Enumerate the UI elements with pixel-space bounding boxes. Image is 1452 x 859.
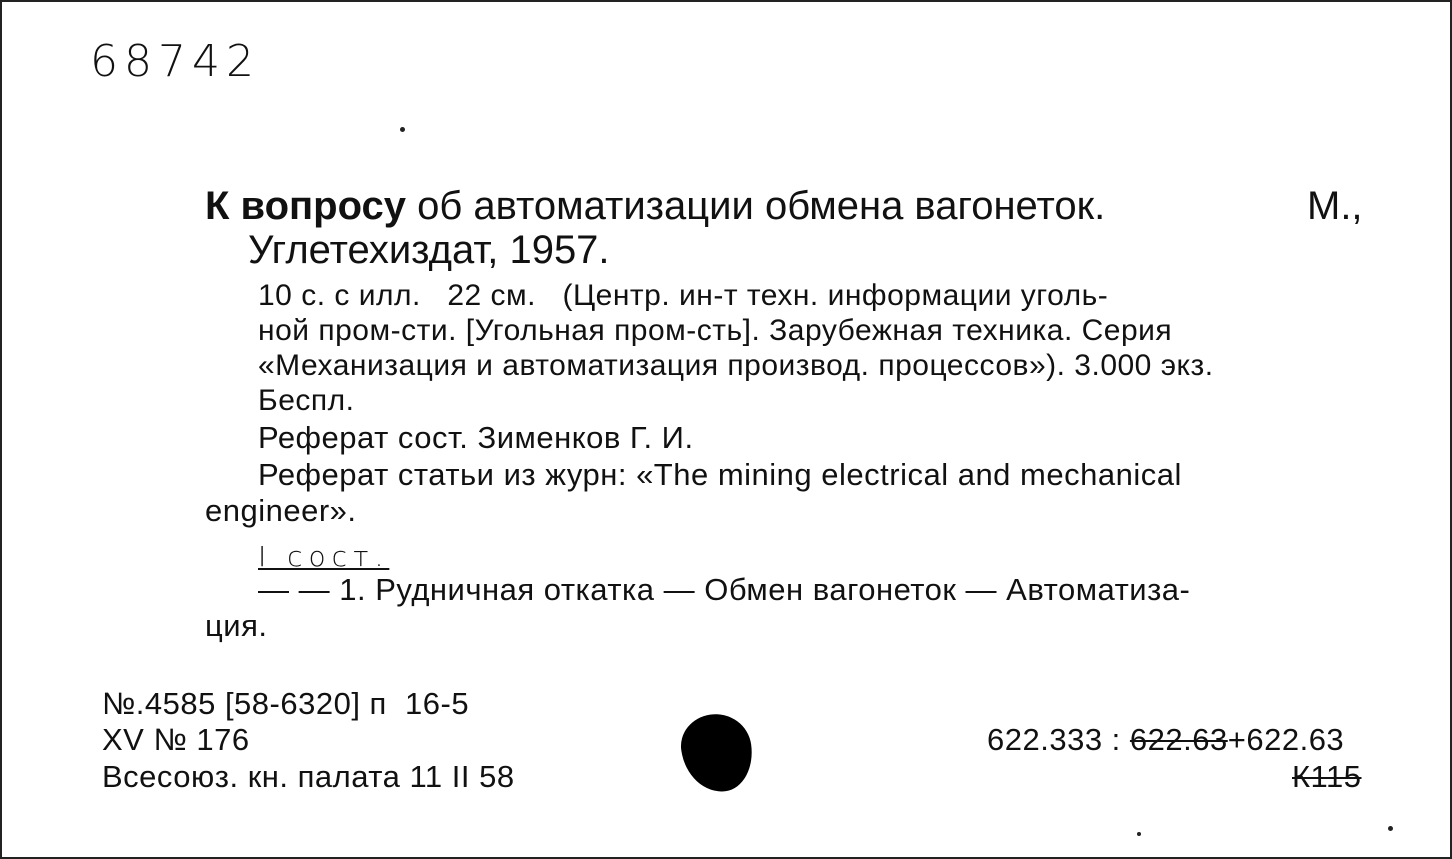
- title-line: [205, 184, 1105, 229]
- book-chamber-line: Всесоюз. кн. палата 11 II 58: [102, 759, 515, 794]
- publisher-year: Углетехиздат, 1957.: [248, 228, 610, 272]
- ink-dot: [400, 127, 405, 132]
- source-line-2: engineer».: [205, 493, 357, 528]
- title-text: об автоматизации обмена вагонеток.: [406, 184, 1106, 228]
- description-line-1: 10 с. с илл. 22 см. (Центр. ин-т техн. информации уголь-: [258, 279, 1109, 312]
- author-mark-struck: К115: [1292, 759, 1362, 794]
- subject-line-2: ция.: [205, 608, 268, 643]
- ink-dot: [1137, 832, 1141, 836]
- description-line-2: ной пром-сти. [Угольная пром-сть]. Зарубежная техника. Серия: [258, 314, 1173, 347]
- description-line-4: Беспл.: [258, 384, 355, 417]
- ink-dot: [1388, 826, 1393, 831]
- classification-code: [987, 722, 1344, 758]
- title-bold: К вопросу: [205, 184, 407, 228]
- publication-city: М.,: [1307, 184, 1363, 228]
- description-line-3: «Механизация и автоматизация производ. процессов»). 3.000 экз.: [258, 349, 1214, 382]
- source-line-1: Реферат статьи из журн: «The mining electrical and mechanical: [258, 457, 1182, 492]
- classification-suffix: +622.63: [1227, 722, 1345, 757]
- ink-blot: [677, 710, 757, 797]
- handwritten-note: I сост.: [258, 540, 390, 573]
- catalog-number-line: №.4585 [58-6320] п 16-5: [102, 686, 470, 721]
- handwritten-number: 68742: [90, 36, 260, 87]
- subject-line-1: — — 1. Рудничная откатка — Обмен вагонеток — Автоматиза-: [258, 572, 1191, 607]
- classification-struck: 622.63: [1129, 722, 1228, 757]
- classification-prefix: 622.333 :: [987, 722, 1121, 757]
- catalog-issue-line: XV № 176: [102, 722, 250, 757]
- compiler-line: Реферат сост. Зименков Г. И.: [258, 420, 694, 455]
